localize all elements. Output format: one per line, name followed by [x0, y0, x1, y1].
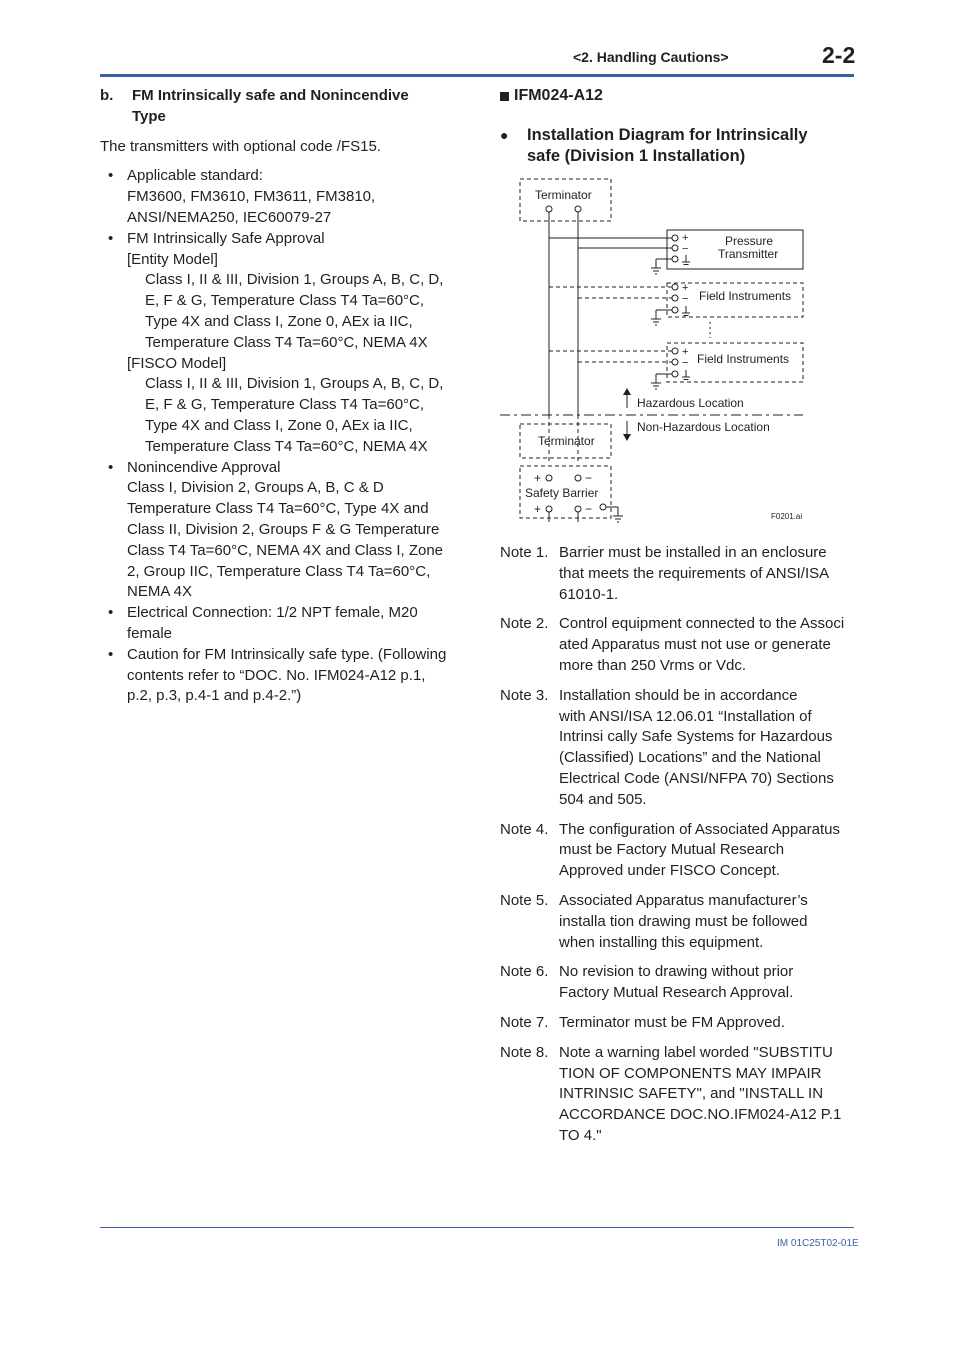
- note-line: (Classified) Locations” and the National: [559, 749, 821, 767]
- note-line: Control equipment connected to the Associ: [559, 615, 845, 633]
- minus-sign: −: [682, 243, 689, 255]
- list-item-caution: [100, 645, 462, 707]
- text-line: Temperature Class T4 Ta=60°C, Type 4X and: [127, 500, 429, 518]
- footer-rule: [100, 1227, 854, 1228]
- terminal-circle: [575, 475, 581, 481]
- note-line: Factory Mutual Research Approval.: [559, 984, 794, 1002]
- note-text: [559, 614, 860, 676]
- note-line: Note a warning label worded "SUBSTITU: [559, 1043, 833, 1061]
- text-line: Type 4X and Class I, Zone 0, AEx ia IIC,: [145, 416, 413, 434]
- note-line: must be Factory Mutual Research: [559, 841, 785, 859]
- installation-heading-line2: safe (Division 1 Installation): [527, 146, 746, 165]
- document-code: IM 01C25T02-01E: [777, 1238, 859, 1249]
- text-line: Class I, II & III, Division 1, Groups A, B, C, D,: [145, 271, 444, 289]
- terminal-circle: [672, 371, 678, 377]
- note-item: [500, 962, 860, 1004]
- text-line: Class T4 Ta=60°C, NEMA 4X and Class I, Zone: [127, 541, 444, 559]
- note-line: INTRINSIC SAFETY", and "INSTALL IN: [559, 1085, 824, 1103]
- header-rule: [100, 74, 854, 77]
- running-header-title: <2. Handling Cautions>: [573, 49, 729, 65]
- note-line: Installation should be in accordance: [559, 686, 798, 704]
- terminal-circle: [672, 245, 678, 251]
- note-text: [559, 962, 860, 1004]
- note-text: [559, 686, 860, 811]
- ground-icon: [651, 268, 661, 274]
- note-label: Note 7.: [500, 1013, 549, 1031]
- note-line: Intrinsi cally Safe Systems for Hazardous: [559, 728, 833, 746]
- minus-sign: −: [585, 502, 593, 516]
- installation-diagram: [500, 172, 810, 528]
- note-item: [500, 1043, 860, 1147]
- minus-sign: −: [585, 471, 593, 485]
- right-column: [500, 86, 858, 167]
- note-line: TO 4.": [559, 1126, 602, 1144]
- plus-sign: +: [682, 282, 689, 294]
- text-line: 2, Group IIC, Temperature Class T4 Ta=60°C,: [127, 562, 431, 580]
- text-line: Electrical Connection: 1/2 NPT female, M20: [127, 604, 418, 622]
- note-item: [500, 686, 860, 811]
- note-item: [500, 891, 860, 953]
- note-line: ated Apparatus must not use or generate: [559, 636, 831, 654]
- page-number: 2-2: [822, 42, 856, 68]
- note-line: Barrier must be installed in an enclosure: [559, 544, 827, 561]
- non-hazardous-location-label: Non-Hazardous Location: [637, 420, 770, 434]
- pressure-label-line1: Pressure: [725, 234, 774, 248]
- plus-sign: +: [534, 502, 542, 516]
- round-bullet-icon: ●: [500, 126, 509, 143]
- list-item-standard: [100, 166, 462, 228]
- text-line: FM3600, FM3610, FM3611, FM3810,: [127, 188, 376, 206]
- plus-sign: +: [534, 471, 542, 485]
- terminal-circle: [575, 506, 581, 512]
- note-text: [559, 543, 860, 605]
- note-label: Note 2.: [500, 615, 549, 633]
- terminal-circle: [575, 206, 581, 212]
- text-line: Nonincendive Approval: [127, 458, 281, 476]
- note-line: The configuration of Associated Apparatus: [559, 820, 841, 838]
- note-text: [559, 1043, 860, 1147]
- text-line: female: [127, 624, 173, 642]
- ground-icon: [651, 383, 661, 389]
- note-label: Note 6.: [500, 963, 549, 981]
- terminal-circle: [672, 359, 678, 365]
- approval-list: [100, 166, 462, 707]
- text-line: Class I, Division 2, Groups A, B, C & D: [127, 479, 384, 497]
- text-line: NEMA 4X: [127, 583, 193, 601]
- ground-icon: [651, 319, 661, 325]
- note-line: Approved under FISCO Concept.: [559, 862, 780, 880]
- note-line: with ANSI/ISA 12.06.01 “Installation of: [559, 707, 812, 725]
- note-line: installa tion drawing must be followed: [559, 912, 808, 930]
- text-line: Type 4X and Class I, Zone 0, AEx ia IIC,: [145, 312, 413, 330]
- list-item-fm-is-approval: [100, 229, 462, 458]
- terminal-circle: [600, 504, 606, 510]
- text-line: Temperature Class T4 Ta=60°C, NEMA 4X: [145, 333, 428, 351]
- terminal-circle: [672, 348, 678, 354]
- text-line: ANSI/NEMA250, IEC60079-27: [127, 208, 332, 226]
- note-line: 504 and 505.: [559, 790, 647, 808]
- installation-heading-line1: Installation Diagram for Intrinsically: [527, 125, 808, 144]
- section-b-title-line2: Type: [132, 107, 166, 125]
- note-line: when installing this equipment.: [559, 933, 764, 951]
- note-line: more than 250 Vrms or Vdc.: [559, 656, 747, 674]
- terminal-circle: [672, 284, 678, 290]
- note-text: [559, 891, 860, 953]
- field-instruments-1-label: Field Instruments: [699, 289, 792, 303]
- terminator-top-label: Terminator: [535, 188, 592, 202]
- text-line: Applicable standard:: [127, 167, 263, 185]
- text-line: E, F & G, Temperature Class T4 Ta=60°C,: [145, 396, 425, 414]
- text-line: [Entity Model]: [127, 250, 218, 268]
- note-item: [500, 614, 860, 676]
- list-item-electrical-connection: [100, 603, 462, 645]
- text-line: FM Intrinsically Safe Approval: [127, 229, 325, 247]
- note-line: ACCORDANCE DOC.NO.IFM024-A12 P.1: [559, 1106, 842, 1124]
- note-label: Note 8.: [500, 1043, 549, 1061]
- installation-heading: [500, 125, 858, 167]
- ground-icon: [682, 370, 690, 380]
- ground-icon: [682, 306, 690, 316]
- note-label: Note 5.: [500, 891, 549, 909]
- text-line: Temperature Class T4 Ta=60°C, NEMA 4X: [145, 437, 428, 455]
- note-label: Note 4.: [500, 820, 549, 838]
- ground-icon: [613, 516, 623, 522]
- intro-text: The transmitters with optional code /FS15.: [100, 137, 381, 155]
- safety-barrier-label: Safety Barrier: [525, 486, 599, 500]
- hazardous-location-label: Hazardous Location: [637, 396, 744, 410]
- terminal-circle: [546, 206, 552, 212]
- section-b-heading: [100, 86, 462, 128]
- section-b-label: b.: [100, 87, 114, 104]
- terminal-circle: [672, 307, 678, 313]
- terminal-circle: [546, 506, 552, 512]
- text-line: contents refer to “DOC. No. IFM024-A12 p.1,: [127, 666, 426, 684]
- note-item: [500, 820, 860, 882]
- section-b-title-line1: FM Intrinsically safe and Nonincendive: [132, 87, 409, 104]
- note-line: TION OF COMPONENTS MAY IMPAIR: [559, 1064, 822, 1082]
- note-text: [559, 820, 860, 882]
- minus-sign: −: [682, 293, 689, 305]
- left-column: [100, 84, 462, 707]
- text-line: Class I, II & III, Division 1, Groups A, B, C, D,: [145, 375, 444, 393]
- text-line: E, F & G, Temperature Class T4 Ta=60°C,: [145, 292, 425, 310]
- note-line: No revision to drawing without prior: [559, 963, 794, 981]
- ifm-heading: [500, 86, 858, 107]
- note-line: that meets the requirements of ANSI/ISA: [559, 564, 830, 582]
- terminal-circle: [672, 256, 678, 262]
- square-bullet-icon: [500, 92, 509, 101]
- field-instruments-2-label: Field Instruments: [697, 352, 790, 366]
- terminal-circle: [672, 235, 678, 241]
- note-label: Note 1.: [500, 544, 549, 561]
- text-line: Caution for FM Intrinsically safe type. (Following: [127, 645, 447, 663]
- note-line: 61010-1.: [559, 585, 619, 603]
- note-label: Note 3.: [500, 686, 549, 704]
- arrow-up-icon: [623, 388, 631, 408]
- terminal-circle: [672, 295, 678, 301]
- note-line: Associated Apparatus manufacturer’s: [559, 891, 808, 909]
- ifm-heading-text: IFM024-A12: [514, 87, 603, 104]
- text-line: [FISCO Model]: [127, 354, 227, 372]
- arrow-down-icon: [623, 421, 631, 441]
- plus-sign: +: [682, 232, 689, 244]
- note-line: Terminator must be FM Approved.: [559, 1013, 785, 1031]
- text-line: Class II, Division 2, Groups F & G Temperature: [127, 520, 440, 538]
- list-item-nonincendive: [100, 458, 462, 604]
- figure-id: F0201.ai: [771, 512, 803, 521]
- minus-sign: −: [682, 357, 689, 369]
- note-item: [500, 543, 860, 605]
- terminator-bottom-label: Terminator: [538, 434, 595, 448]
- ground-icon: [682, 255, 690, 265]
- notes-list: [500, 543, 860, 1156]
- text-line: p.2, p.3, p.4-1 and p.4-2.”): [127, 687, 302, 705]
- plus-sign: +: [682, 346, 689, 358]
- note-text: [559, 1013, 860, 1034]
- pressure-label-line2: Transmitter: [718, 247, 779, 261]
- note-line: Electrical Code (ANSI/NFPA 70) Sections: [559, 769, 834, 787]
- terminal-circle: [546, 475, 552, 481]
- note-item: [500, 1013, 860, 1034]
